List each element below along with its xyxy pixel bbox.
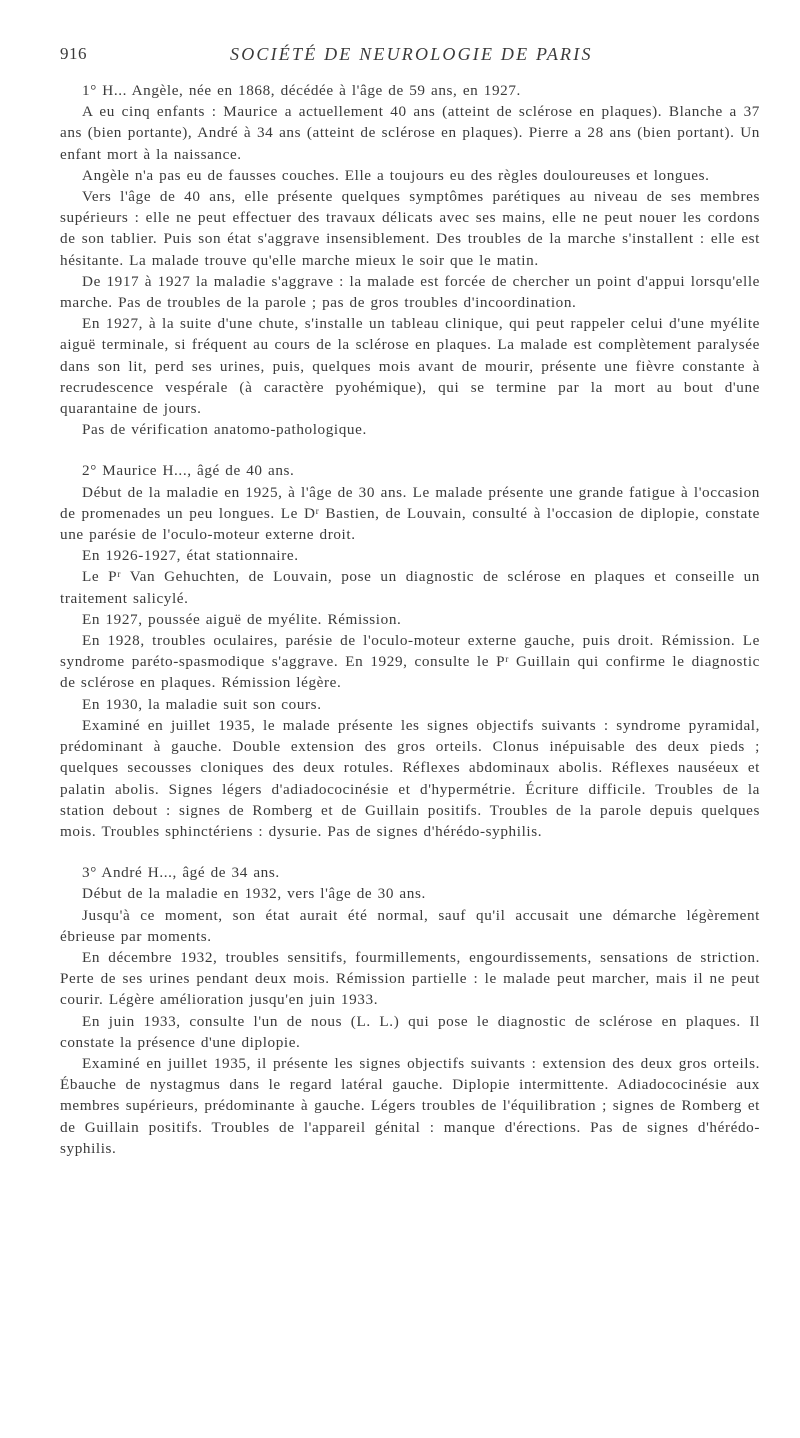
- case-1-heading: 1° H... Angèle, née en 1868, décédée à l'âge de 59 ans, en 1927.: [82, 82, 521, 99]
- paragraph: En 1928, troubles oculaires, parésie de l'oculo-moteur externe gauche, puis droit. Rémission. Le syndrome paréto-spasmodique s'aggrave. En 1929, consulte le Pʳ Guillain qui confirme le diagnostic de sclérose en plaques. Rémission légère.: [60, 632, 760, 692]
- paragraph: A eu cinq enfants : Maurice a actuellement 40 ans (atteint de sclérose en plaques). Blanche a 37 ans (bien portante), André à 34 ans (atteint de sclérose en plaques). Pierre a 28 ans (bien portant). Un enfant mort à la naissance.: [60, 103, 760, 163]
- case-2-heading: 2° Maurice H..., âgé de 40 ans.: [82, 462, 295, 480]
- paragraph: Pas de vérification anatomo-pathologique.: [82, 421, 367, 439]
- paragraph: Début de la maladie en 1932, vers l'âge de 30 ans.: [82, 885, 426, 903]
- paragraph: De 1917 à 1927 la maladie s'aggrave : la malade est forcée de chercher un point d'appui lorsqu'elle marche. Pas de troubles de la parole ; pas de gros troubles d'incoordination.: [60, 272, 760, 312]
- case-3-heading: 3° André H..., âgé de 34 ans.: [82, 864, 280, 882]
- paragraph: Vers l'âge de 40 ans, elle présente quelques symptômes parétiques au niveau de ses membres supérieurs : elle ne peut effectuer des travaux délicats avec ses mains, elle ne peut nouer les cordons de son tablier. Puis son état s'aggrave insensiblement. Des troubles de la marche s'installent : elle est hésitante. La malade trouve qu'elle marche mieux le soir que le matin.: [60, 188, 760, 269]
- paragraph: Examiné en juillet 1935, il présente les signes objectifs suivants : extension des deux gros orteils. Ébauche de nystagmus dans le regard latéral gauche. Diplopie intermittente. Adiadococinésie aux membres supérieurs, prédominante à gauche. Légers troubles de l'équilibration ; signes de Romberg et de Guillain positifs. Troubles de l'appareil génital : manque d'érections. Pas de signes d'hérédo-syphilis.: [60, 1054, 760, 1157]
- paragraph: Début de la maladie en 1925, à l'âge de 30 ans. Le malade présente une grande fatigue à l'occasion de promenades un peu longues. Le Dʳ Bastien, de Louvain, consulté à l'occasion de diplopie, constate une parésie de l'oculo-moteur externe droit.: [60, 483, 760, 544]
- paragraph: En 1927, poussée aiguë de myélite. Rémission.: [82, 610, 402, 628]
- paragraph: En décembre 1932, troubles sensitifs, fourmillements, engourdissements, sensations de striction. Perte de ses urines pendant deux mois. Rémission partielle : le malade peut marcher, mais il ne peut courir. Légère amélioration jusqu'en juin 1933.: [60, 948, 760, 1009]
- paragraph: En juin 1933, consulte l'un de nous (L. L.) qui pose le diagnostic de sclérose en plaques. Il constate la présence d'une diplopie.: [60, 1012, 760, 1051]
- paragraph: En 1926-1927, état stationnaire.: [82, 547, 299, 565]
- page-header: [60, 44, 760, 78]
- page-number: 916: [60, 44, 87, 63]
- paragraph: En 1930, la maladie suit son cours.: [82, 695, 322, 713]
- paragraph: Jusqu'à ce moment, son état aurait été normal, sauf qu'il accusait une démarche légèrement ébrieuse par moments.: [60, 906, 760, 945]
- paragraph: Angèle n'a pas eu de fausses couches. Elle a toujours eu des règles douloureuses et longues.: [82, 166, 710, 184]
- running-title: SOCIÉTÉ DE NEUROLOGIE DE PARIS: [230, 44, 593, 64]
- paragraph: Le Pʳ Van Gehuchten, de Louvain, pose un diagnostic de sclérose en plaques et conseille un traitement salicylé.: [60, 568, 760, 607]
- document-page: [60, 44, 760, 1374]
- paragraph: En 1927, à la suite d'une chute, s'installe un tableau clinique, qui peut rappeler celui d'une myélite aiguë terminale, si fréquent au cours de la sclérose en plaques. La malade est complètement paralysée dans son lit, perd ses urines, puis, quelques mois avant de mourir, présente une fièvre constante à recrudescence vespérale (à caractère pyohémique), qui se termine par la mort au bout d'une quarantaine de jours.: [60, 315, 760, 418]
- paragraph: Examiné en juillet 1935, le malade présente les signes objectifs suivants : syndrome pyramidal, prédominant à gauche. Double extension des gros orteils. Clonus inépuisable des deux pieds ; quelques secousses cloniques des deux rotules. Réflexes abdominaux abolis. Réflexes nauséeux et palatin abolis. Signes légers d'adiadococinésie et d'hypermétrie. Écriture difficile. Troubles de la station debout : signes de Romberg et de Guillain positifs. Troubles de la parole depuis quelques mois. Troubles sphinctériens : dysurie. Pas de signes d'hérédo-syphilis.: [60, 716, 760, 840]
- body-text: [60, 80, 760, 1159]
